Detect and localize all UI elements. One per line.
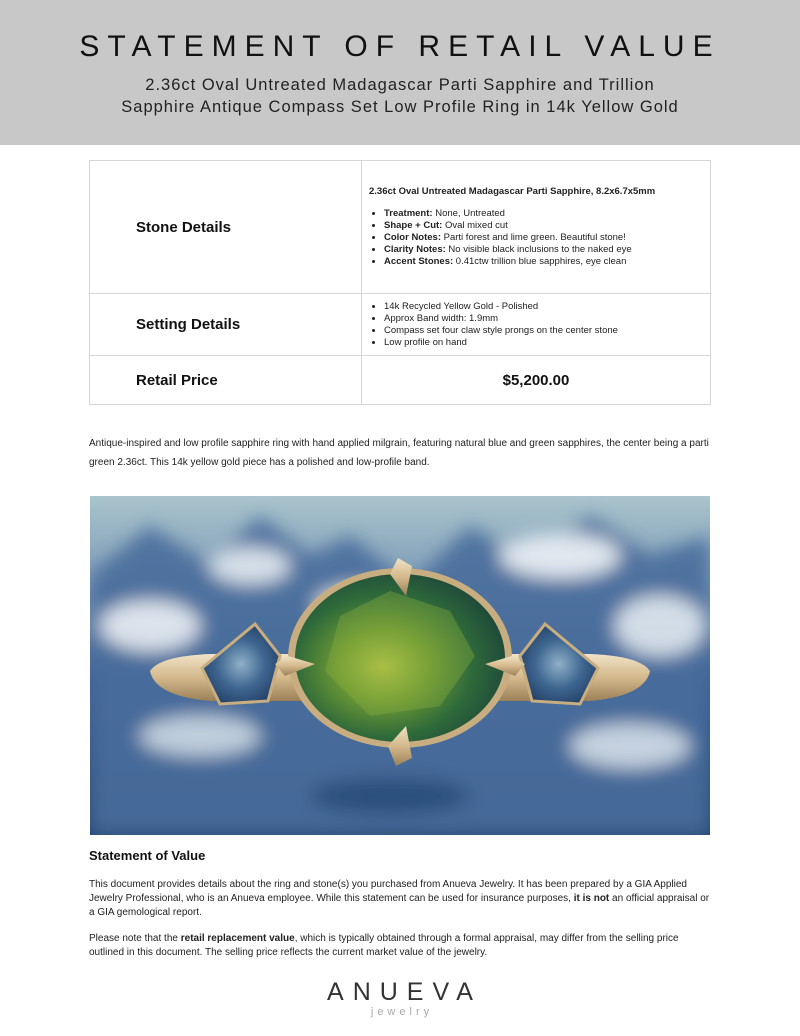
stone-details-label: Stone Details	[90, 161, 362, 294]
list-item: • Shape + Cut: Oval mixed cut	[384, 220, 702, 232]
details-table	[89, 160, 711, 405]
list-item: • Clarity Notes: No visible black inclusions to the naked eye	[384, 244, 702, 256]
stone-heading: 2.36ct Oval Untreated Madagascar Parti Sapphire, 8.2x6.7x5mm	[369, 186, 656, 197]
retail-price-value: $5,200.00	[362, 356, 711, 405]
logo-subtitle: jewelry	[370, 1006, 434, 1018]
header-banner	[0, 0, 800, 145]
setting-details-label: Setting Details	[90, 294, 362, 356]
retail-price-label: Retail Price	[90, 356, 362, 405]
retail-price-row	[90, 356, 711, 405]
ring-photo	[90, 496, 710, 835]
subtitle-line-1: 2.36ct Oval Untreated Madagascar Parti Sapphire and Trillion	[145, 76, 655, 94]
stone-details-content	[362, 161, 711, 294]
list-item: • 14k Recycled Yellow Gold - Polished	[384, 301, 702, 313]
anueva-logo	[300, 978, 500, 1018]
list-item: • Compass set four claw style prongs on the center stone	[384, 325, 702, 337]
document-subtitle	[60, 74, 740, 118]
ring-illustration	[90, 496, 710, 835]
list-item: • Low profile on hand	[384, 337, 702, 349]
list-item: • Treatment: None, Untreated	[384, 208, 702, 220]
intro-paragraph: Antique-inspired and low profile sapphire ring with hand applied milgrain, featuring natural blue and green sapphires, the center being a parti green 2.36ct. This 14k yellow gold piece has a polished and low-profile band.	[89, 438, 709, 468]
subtitle-line-2: Sapphire Antique Compass Set Low Profile Ring in 14k Yellow Gold	[121, 98, 679, 116]
statement-paragraph-2: Please note that the retail replacement value, which is typically obtained through a formal appraisal, may differ from the selling price outlined in this document. The selling price reflects the current market value of the jewelry.	[89, 933, 679, 958]
document-title: STATEMENT OF RETAIL VALUE	[79, 30, 721, 63]
statement-of-value-heading: Statement of Value	[89, 848, 206, 863]
logo-brand: ANUEVA	[327, 978, 482, 1006]
setting-details-list	[369, 301, 702, 349]
list-item: • Accent Stones: 0.41ctw trillion blue sapphires, eye clean	[384, 256, 702, 268]
setting-details-content	[362, 294, 711, 356]
list-item: • Approx Band width: 1.9mm	[384, 313, 702, 325]
setting-details-row	[90, 294, 711, 356]
stone-details-row	[90, 161, 711, 294]
statement-paragraph-1: This document provides details about the ring and stone(s) you purchased from Anueva Jewelry. It has been prepared by a GIA Applied Jewelry Professional, who is an Anueva employee. While this statement can be used for insurance purposes, it is not an official appraisal or a GIA gemological report.	[89, 879, 710, 918]
stone-details-list	[369, 208, 702, 268]
list-item: • Color Notes: Parti forest and lime green. Beautiful stone!	[384, 232, 702, 244]
